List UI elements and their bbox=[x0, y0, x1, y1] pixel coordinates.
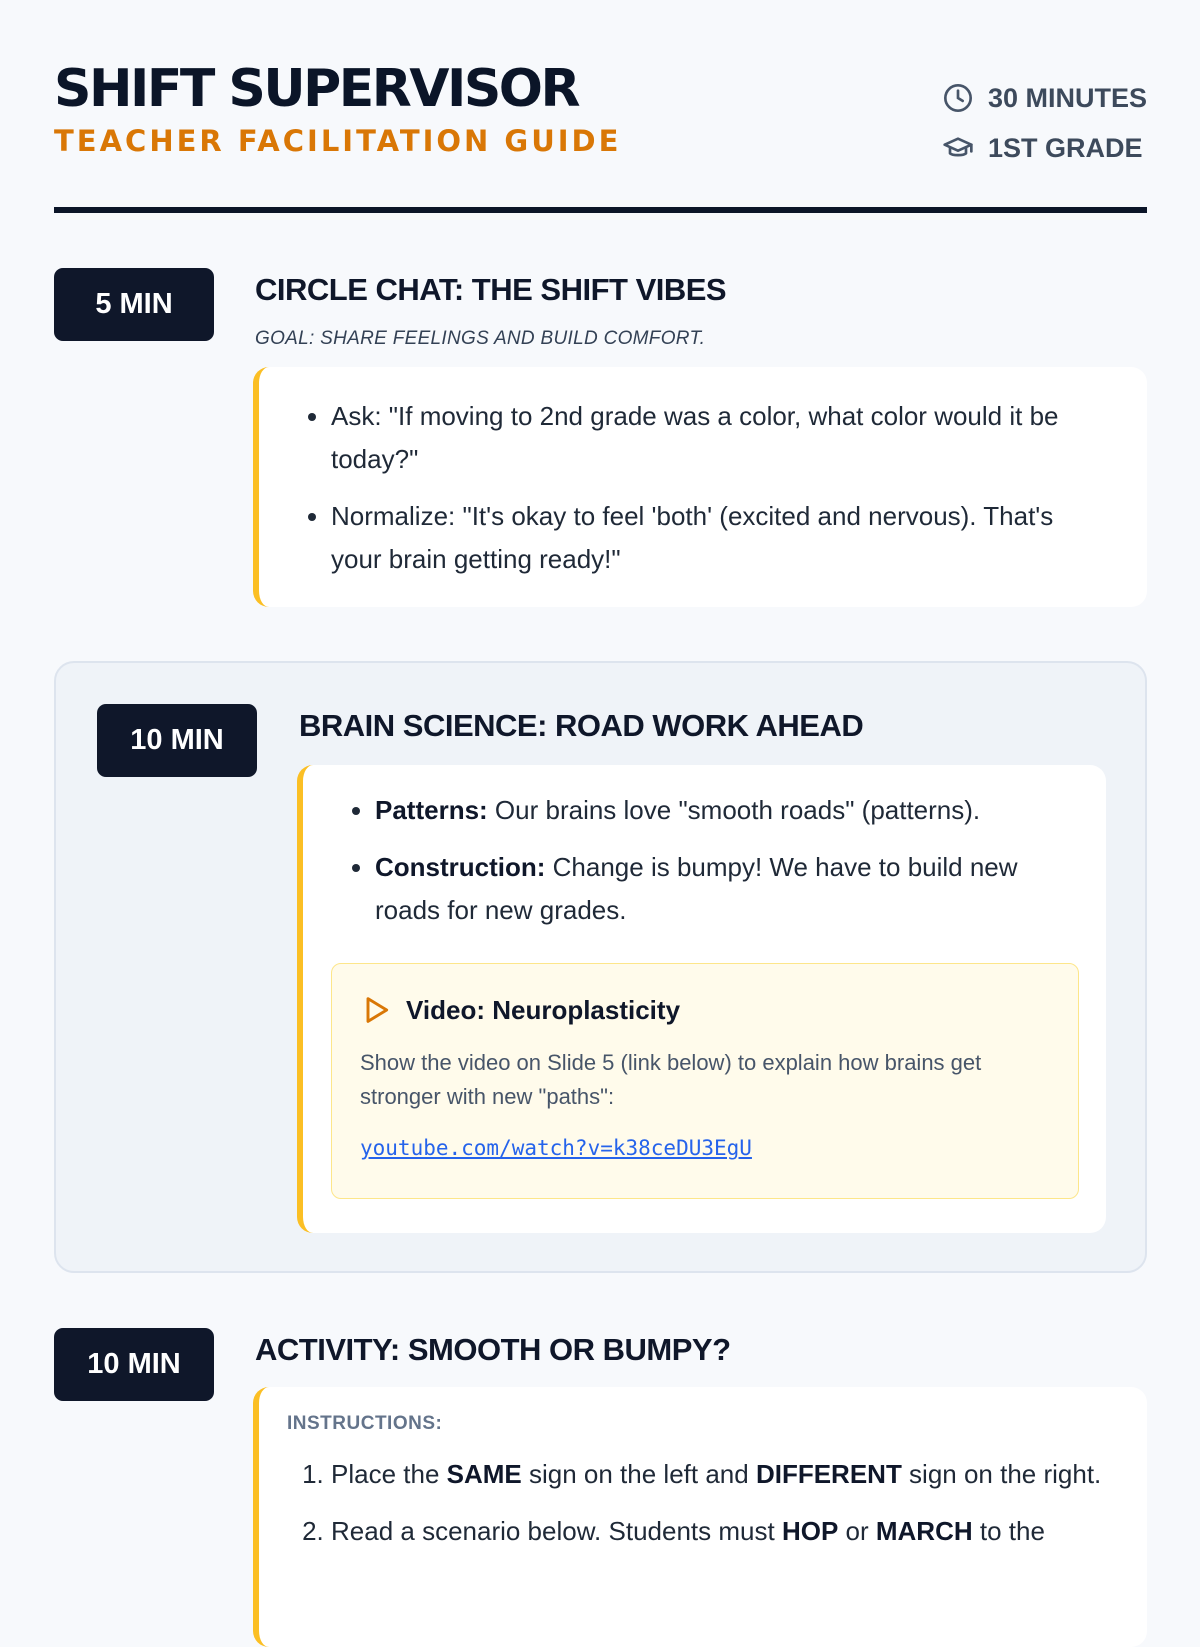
time-badge: 10 MIN bbox=[54, 1328, 214, 1401]
list-item bbox=[331, 1510, 1101, 1553]
step-text: or bbox=[838, 1516, 876, 1546]
grade-row bbox=[942, 128, 1147, 168]
step-text: Place the bbox=[331, 1459, 447, 1489]
step-text: to the bbox=[972, 1516, 1045, 1546]
time-badge: 10 MIN bbox=[97, 704, 257, 777]
lesson-meta bbox=[942, 78, 1147, 178]
video-title: Video: Neuroplasticity bbox=[406, 994, 681, 1025]
bullet-list bbox=[259, 395, 1147, 581]
instructions-label: INSTRUCTIONS: bbox=[287, 1413, 443, 1434]
section-title: BRAIN SCIENCE: ROAD WORK AHEAD bbox=[299, 708, 864, 743]
highlight-panel bbox=[54, 661, 1147, 1273]
bullet-list bbox=[303, 789, 1106, 932]
header-divider bbox=[54, 207, 1147, 213]
duration-text: 30 MINUTES bbox=[987, 82, 1147, 113]
step-emphasis: MARCH bbox=[875, 1516, 973, 1546]
section-card bbox=[253, 1387, 1147, 1647]
section-card bbox=[297, 765, 1106, 1233]
step-text: Read a scenario below. Students must bbox=[331, 1516, 782, 1546]
video-header bbox=[360, 994, 680, 1026]
video-callout bbox=[331, 963, 1079, 1199]
bullet-text: Our brains love "smooth roads" (patterns). bbox=[487, 795, 981, 825]
list-item bbox=[331, 1453, 1101, 1496]
list-item bbox=[375, 789, 1076, 832]
step-text: sign on the right. bbox=[901, 1459, 1102, 1489]
list-item: • Ask: "If moving to 2nd grade was a color, what color would it be today?" bbox=[331, 395, 1107, 481]
graduation-cap-icon bbox=[942, 132, 974, 164]
step-emphasis: SAME bbox=[446, 1459, 522, 1489]
video-description: Show the video on Slide 5 (link below) to explain how brains get stronger with new "paths": bbox=[360, 1050, 982, 1109]
video-link[interactable]: youtube.com/watch?v=k38ceDU3EgU bbox=[360, 1136, 752, 1160]
play-icon bbox=[360, 994, 392, 1026]
step-emphasis: HOP bbox=[781, 1516, 839, 1546]
grade-text: 1ST GRADE bbox=[987, 132, 1143, 163]
page-header bbox=[54, 58, 1147, 163]
section-title: CIRCLE CHAT: THE SHIFT VIBES bbox=[255, 272, 727, 307]
bullet-label: Patterns: bbox=[375, 795, 488, 825]
clock-icon bbox=[942, 82, 974, 114]
section-goal: GOAL: SHARE FEELINGS AND BUILD COMFORT. bbox=[255, 328, 706, 349]
step-text: sign on the left and bbox=[521, 1459, 756, 1489]
time-badge: 5 MIN bbox=[54, 268, 214, 341]
bullet-text: Change is bumpy! We have to build new roads for new grades. bbox=[375, 852, 1018, 925]
steps-list bbox=[259, 1453, 1141, 1567]
step-emphasis: DIFFERENT bbox=[755, 1459, 902, 1489]
section-card bbox=[253, 367, 1147, 607]
list-item: • Normalize: "It's okay to feel 'both' (excited and nervous). That's your brain getting ready!" bbox=[331, 495, 1107, 581]
page-title: SHIFT SUPERVISOR bbox=[54, 59, 579, 119]
duration-row bbox=[942, 78, 1147, 118]
list-item bbox=[375, 846, 1076, 932]
bullet-label: Construction: bbox=[375, 852, 546, 882]
section-title: ACTIVITY: SMOOTH OR BUMPY? bbox=[255, 1332, 731, 1367]
page-subtitle: TEACHER FACILITATION GUIDE bbox=[54, 124, 622, 158]
